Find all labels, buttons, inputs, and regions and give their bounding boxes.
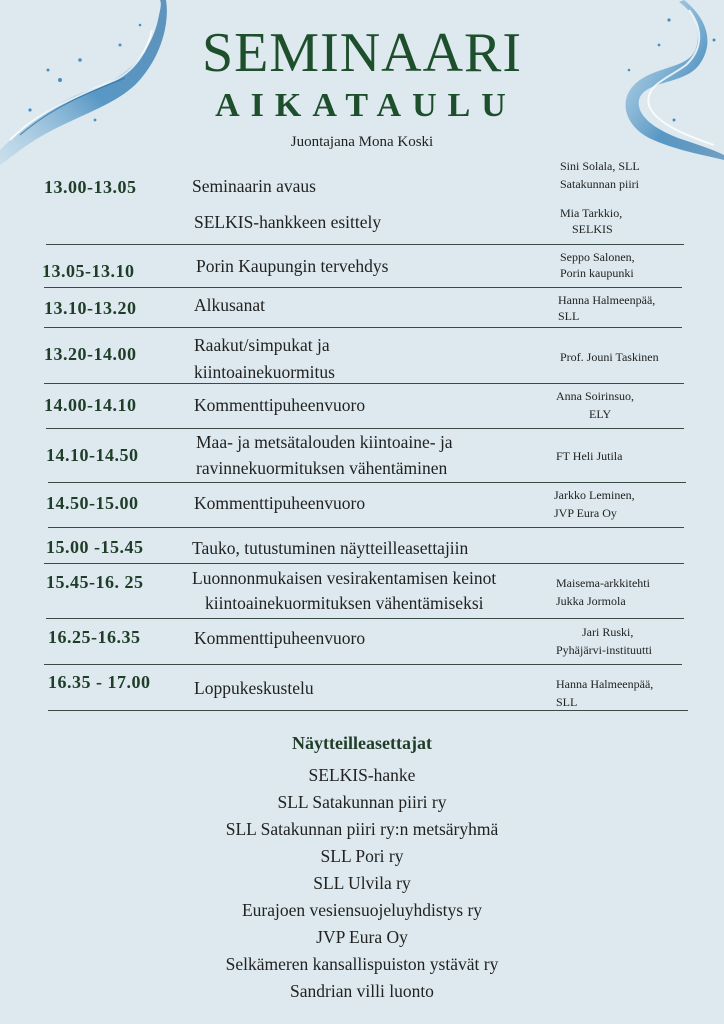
schedule-time: 13.10-13.20 (44, 298, 137, 318)
schedule-topic: Kommenttipuheenvuoro (194, 395, 366, 415)
schedule-speaker: Prof. Jouni Taskinen (560, 350, 659, 364)
schedule-speaker: Satakunnan piiri (560, 177, 639, 191)
exhibitor-item: SLL Satakunnan piiri ry:n metsäryhmä (225, 819, 499, 839)
schedule-time: 13.20-14.00 (44, 344, 137, 364)
schedule-time: 14.00-14.10 (44, 395, 137, 415)
schedule-speaker: SELKIS (572, 222, 613, 236)
schedule-speaker: Anna Soirinsuo, (556, 389, 634, 403)
row-divider (48, 527, 684, 528)
schedule-topic: Kommenttipuheenvuoro (194, 493, 366, 513)
schedule-time: 16.25-16.35 (48, 627, 141, 647)
exhibitor-item: SLL Ulvila ry (313, 873, 411, 893)
row-divider (44, 383, 684, 384)
schedule-speaker: Hanna Halmeenpää, (558, 293, 656, 307)
schedule-topic: Raakut/simpukat ja (194, 335, 330, 355)
schedule-topic: Seminaarin avaus (192, 176, 316, 196)
schedule-speaker: SLL (558, 309, 580, 323)
schedule-time: 16.35 - 17.00 (48, 672, 151, 692)
exhibitor-item: SELKIS-hanke (308, 765, 416, 785)
row-divider (44, 287, 682, 288)
schedule-speaker: FT Heli Jutila (556, 449, 623, 463)
schedule-speaker: Mia Tarkkio, (560, 206, 623, 220)
schedule-speaker: JVP Eura Oy (554, 506, 617, 520)
schedule-topic: ravinnekuormituksen vähentäminen (196, 458, 448, 478)
page-subtitle: AIKATAULU (215, 87, 517, 124)
schedule-speaker: SLL (556, 695, 578, 709)
schedule-topic: Loppukeskustelu (194, 678, 314, 698)
exhibitor-item: SLL Pori ry (320, 846, 404, 866)
schedule-speaker: Jukka Jormola (556, 594, 626, 608)
row-divider (44, 563, 684, 564)
exhibitor-item: SLL Satakunnan piiri ry (277, 792, 447, 812)
schedule-topic: Kommenttipuheenvuoro (194, 628, 366, 648)
schedule-speaker: Jarkko Leminen, (554, 488, 635, 502)
exhibitor-item: Selkämeren kansallispuiston ystävät ry (225, 954, 499, 974)
schedule-topic: Porin Kaupungin tervehdys (196, 256, 389, 276)
schedule-time: 13.00-13.05 (44, 177, 137, 197)
schedule-time: 14.10-14.50 (46, 445, 139, 465)
schedule-time: 13.05-13.10 (42, 261, 135, 281)
schedule-topic: Luonnonmukaisen vesirakentamisen keinot (192, 568, 497, 588)
schedule-speaker: Jari Ruski, (582, 625, 634, 639)
exhibitors-list (0, 762, 724, 1005)
row-divider (46, 618, 684, 619)
schedule-topic: kiintoainekuormituksen vähentämiseksi (205, 593, 484, 613)
host-line: Juontajana Mona Koski (290, 134, 434, 150)
row-divider (44, 327, 682, 328)
schedule-topic: Maa- ja metsätalouden kiintoaine- ja (196, 432, 453, 452)
schedule-speaker: Maisema-arkkitehti (556, 576, 650, 590)
exhibitor-item: Sandrian villi luonto (290, 981, 434, 1001)
exhibitor-item: JVP Eura Oy (316, 927, 408, 947)
schedule-speaker: ELY (589, 407, 612, 421)
exhibitors-heading: Näytteilleasettajat (292, 733, 432, 753)
exhibitor-item: Eurajoen vesiensuojeluyhdistys ry (241, 900, 483, 920)
schedule-topic: Tauko, tutustuminen näytteilleasettajiin (192, 538, 469, 558)
schedule-speaker: Sini Solala, SLL (560, 159, 640, 173)
row-divider (48, 710, 688, 711)
schedule-time: 15.00 -15.45 (46, 537, 144, 557)
row-divider (48, 482, 686, 483)
schedule-speaker: Seppo Salonen, (560, 250, 635, 264)
schedule-topic: Alkusanat (194, 295, 265, 315)
schedule-time: 14.50-15.00 (46, 493, 139, 513)
schedule-speaker: Pyhäjärvi-instituutti (556, 643, 652, 657)
schedule-topic: kiintoainekuormitus (194, 362, 335, 382)
row-divider (44, 664, 682, 665)
schedule-topic: SELKIS-hankkeen esittely (194, 212, 382, 232)
schedule-time: 15.45-16. 25 (46, 572, 144, 592)
page-title: SEMINAARI (201, 22, 523, 84)
schedule-speaker: Hanna Halmeenpää, (556, 677, 654, 691)
row-divider (46, 244, 684, 245)
schedule-speaker: Porin kaupunki (560, 266, 634, 280)
